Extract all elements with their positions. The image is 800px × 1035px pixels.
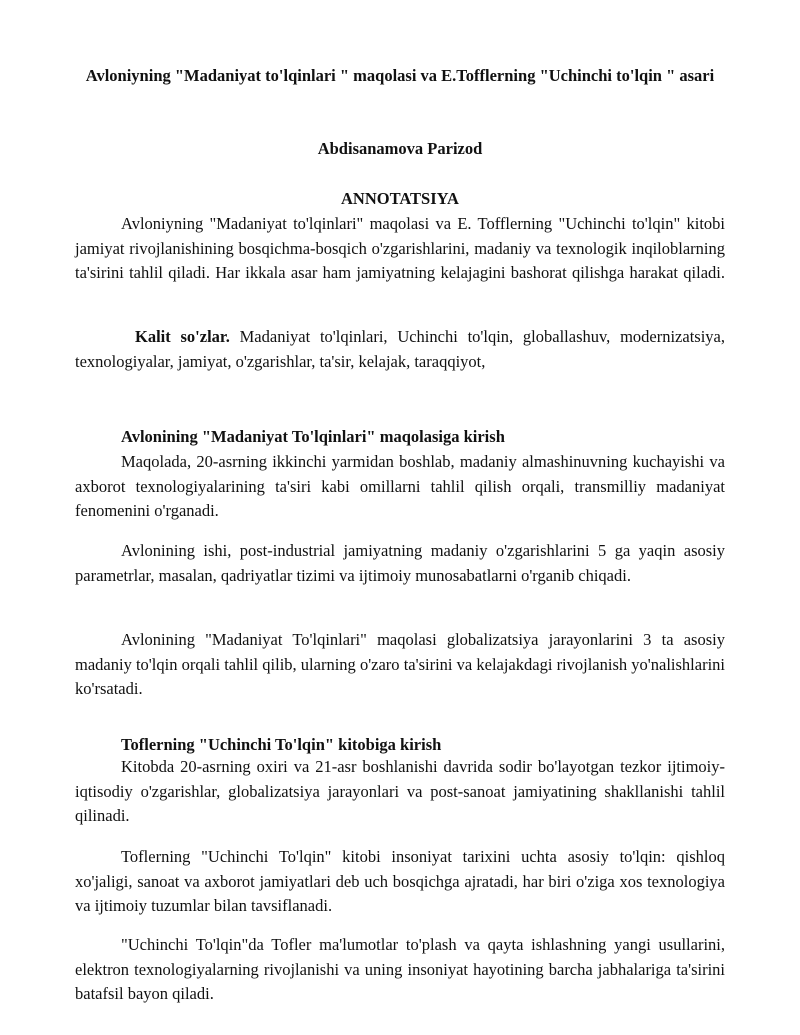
section-heading-madaniyat: Avlonining "Madaniyat To'lqinlari" maqolasiga kirish xyxy=(121,427,505,446)
section1-paragraph: Maqolada, 20-asrning ikkinchi yarmidan boshlab, madaniy almashinuvning kuchayishi va axborot texnologiyalarining ta'siri kabi omillarni tahlil qilish orqali, transmilliy madaniyat fenomenini o'rganadi. xyxy=(75,452,725,520)
section1-paragraph: Avlonining "Madaniyat To'lqinlari" maqolasi globalizatsiya jarayonlarini 3 ta asosiy madaniy to'lqin orqali tahlil qilib, ularning o'zaro ta'sirini va kelajakdagi rivojlanish yo'nalishlarini ko'rsatadi. xyxy=(75,630,725,698)
section1-paragraph: Avlonining ishi, post-industrial jamiyatning madaniy o'zgarishlarini 5 ga yaqin asosiy parametrlar, masalan, qadriyatlar tizimi va ijtimoiy munosabatlarni o'rganib chiqadi. xyxy=(75,541,725,585)
keywords-label: Kalit so'zlar. xyxy=(135,327,230,346)
section-heading-uchinchi-tolqin: Toflerning "Uchinchi To'lqin" kitobiga kirish xyxy=(121,735,442,754)
author-name: Abdisanamova Parizod xyxy=(317,139,483,158)
annotation-paragraph: Avloniyning "Madaniyat to'lqinlari" maqolasi va E. Tofflerning "Uchinchi to'lqin" kitobi jamiyat rivojlanishining bosqichma-bosqich o'zgarishlarini, madaniy va texnologik inqiloblarning ta'sirini tahlil qiladi. Har ikkala asar ham jamiyatning kelajagini bashorat qilishga harakat qiladi. xyxy=(75,214,725,282)
section2-paragraph: Toflerning "Uchinchi To'lqin" kitobi insoniyat tarixini uchta asosiy to'lqin: qishloq xo'jaligi, sanoat va axborot jamiyatlari deb uch bosqichga ajratadi, har biri o'ziga xos texnologiya va ijtimoiy tuzumlar bilan tavsiflanadi. xyxy=(75,847,725,915)
keywords-text: Madaniyat to'lqinlari, Uchinchi to'lqin, globallashuv, modernizatsiya, texnologiyalar, jamiyat, o'zgarishlar, ta'sir, kelajak, taraqqiyot, xyxy=(75,327,725,371)
paper-title: Avloniyning "Madaniyat to'lqinlari " maqolasi va E.Tofflerning "Uchinchi to'lqin " asari xyxy=(85,66,715,85)
section2-paragraph: "Uchinchi To'lqin"da Tofler ma'lumotlar to'plash va qayta ishlashning yangi usullarini, elektron texnologiyalarning rivojlanishi va uning insoniyat hayotining barcha jabhalariga ta'sirini batafsil bayon qiladi. xyxy=(75,935,725,1003)
keywords-paragraph xyxy=(75,325,725,374)
annotation-heading: ANNOTATSIYA xyxy=(341,189,459,208)
section2-paragraph: Kitobda 20-asrning oxiri va 21-asr boshlanishi davrida sodir bo'layotgan tezkor ijtimoiy-iqtisodiy o'zgarishlar, globalizatsiya jarayonlari va post-sanoat jamiyatining shakllanishi tahlil qilinadi. xyxy=(75,757,725,825)
